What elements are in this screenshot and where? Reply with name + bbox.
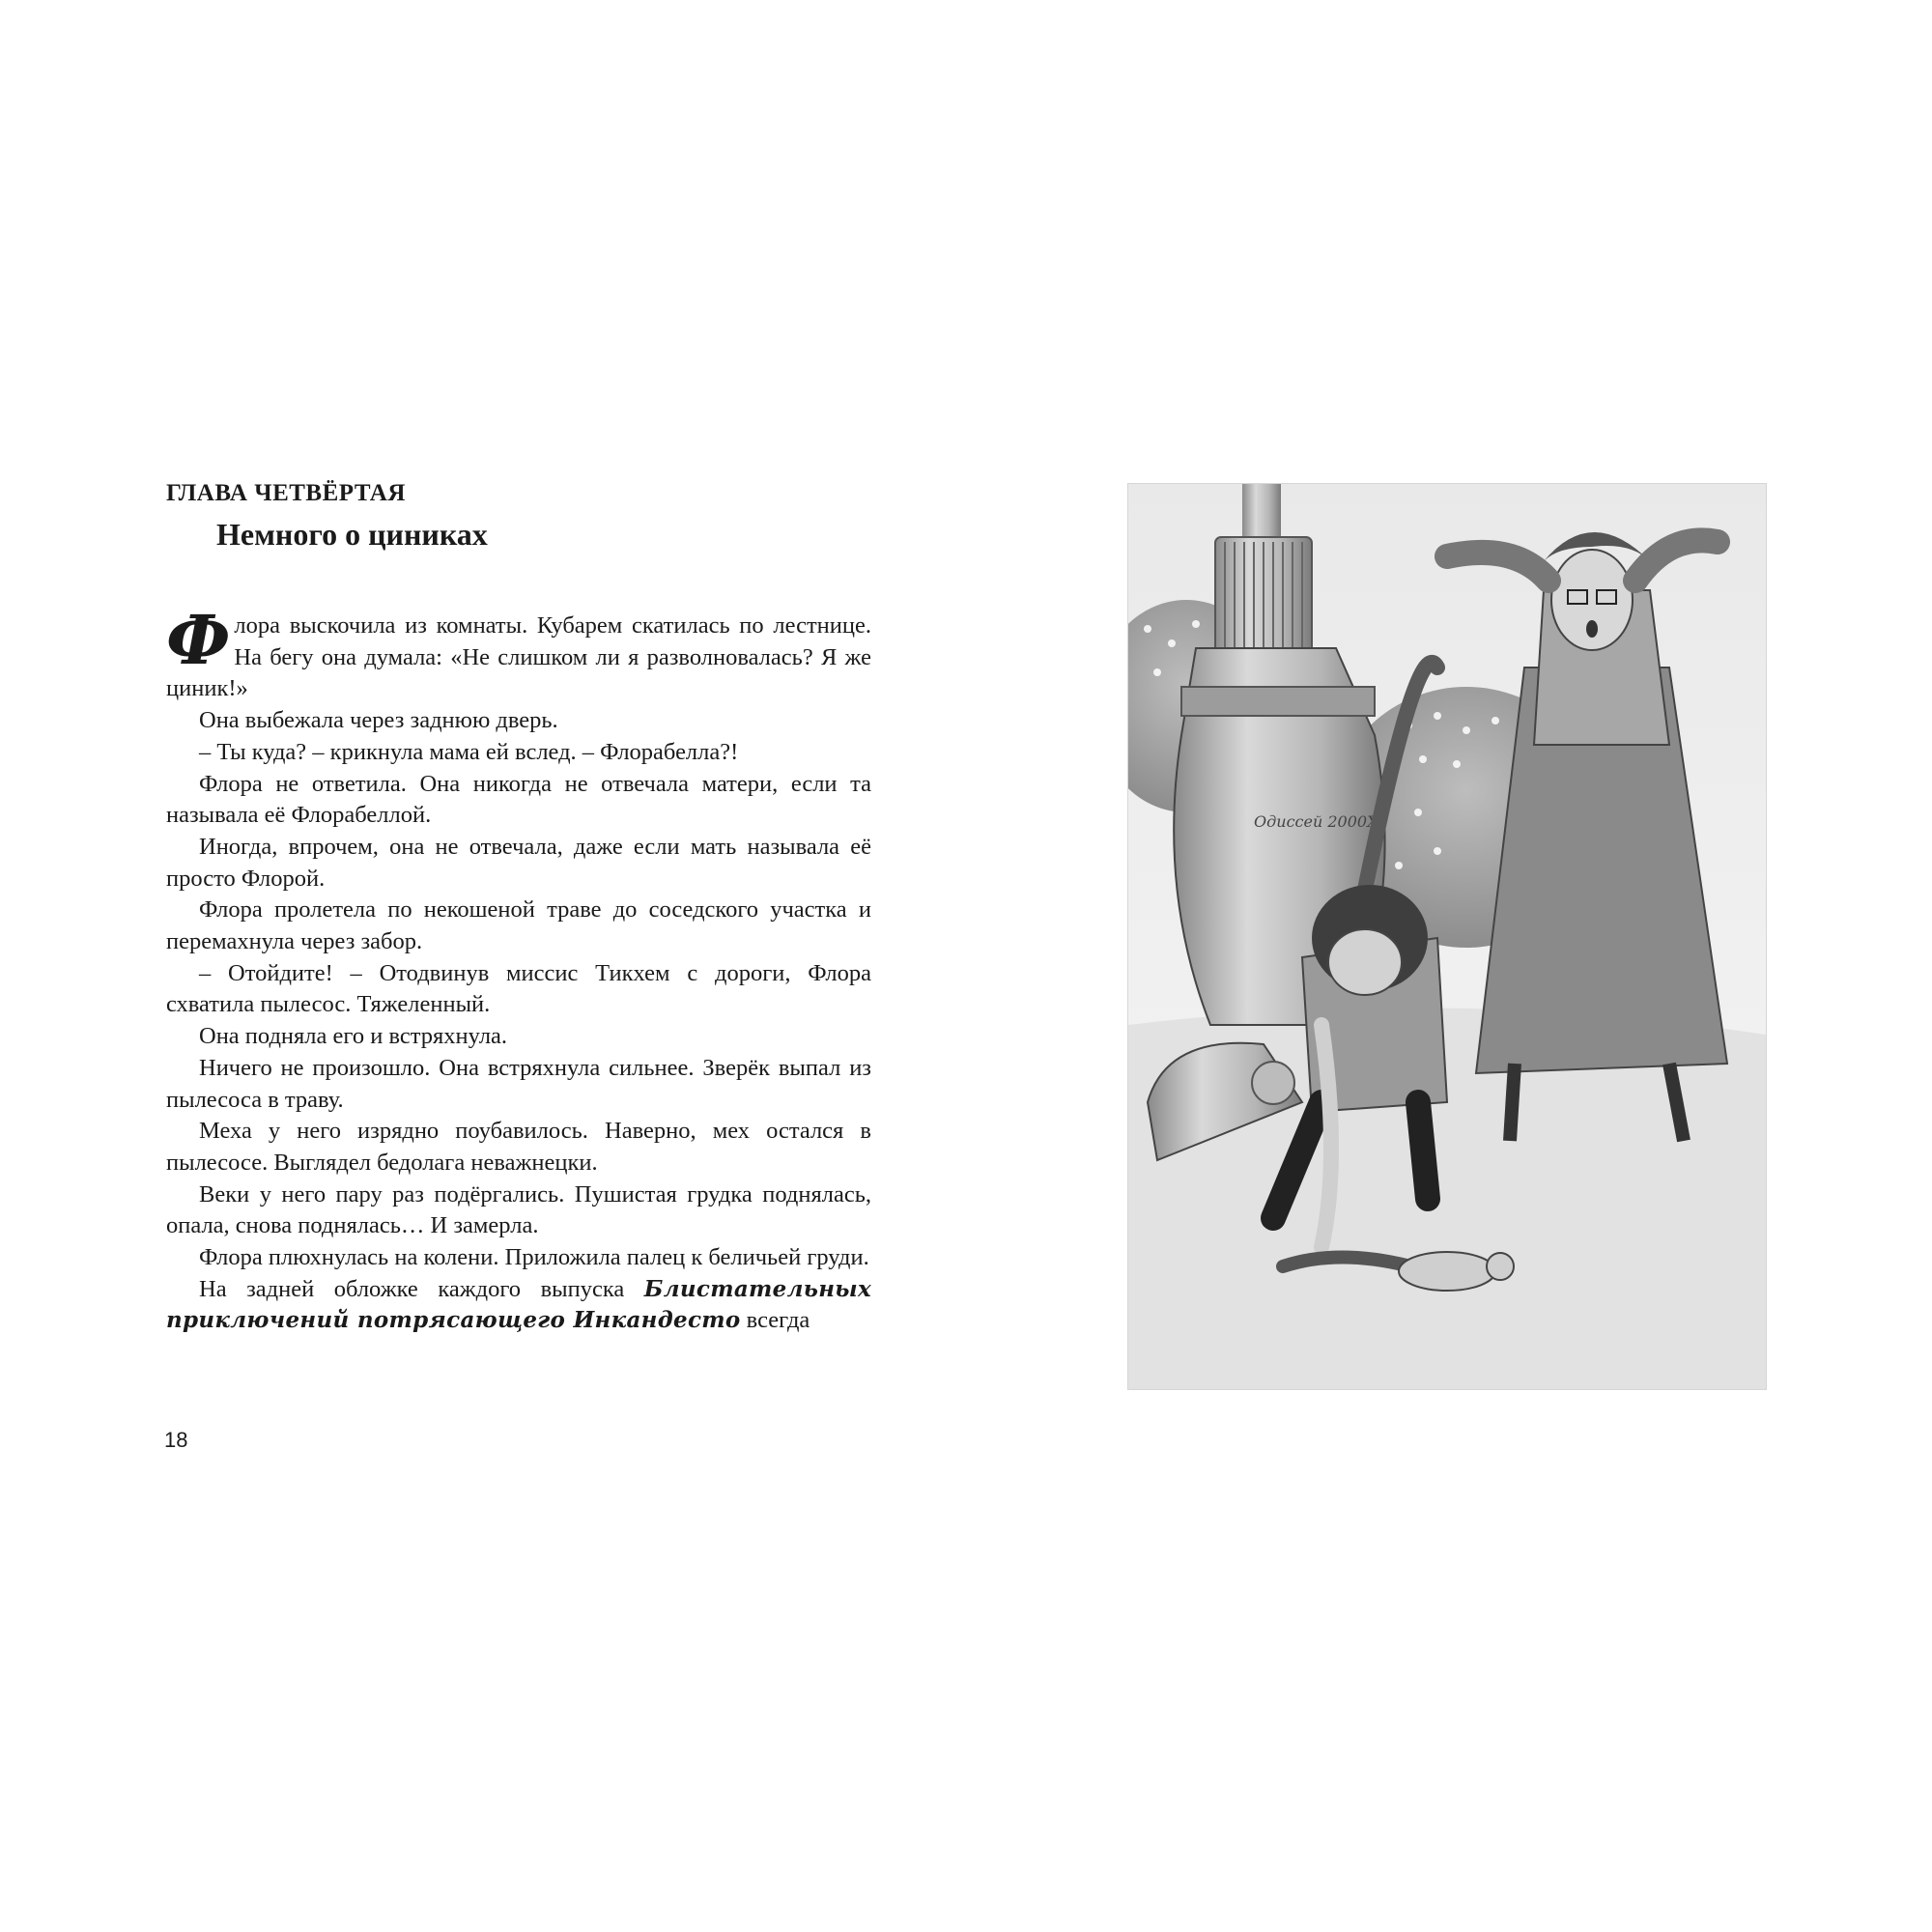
paragraph-5: Иногда, впрочем, она не отвечала, даже если мать называла её просто Флорой. <box>166 833 871 892</box>
paragraph-1-text: лора выскочила из комнаты. Кубарем скатилась по лестнице. На бегу она думала: «Не слишком ли я разволновалась? Я же циник!» <box>166 612 871 702</box>
paragraph-1 <box>166 600 871 705</box>
comic-title: Блистательных приключений потрясающего Инкандесто <box>166 1275 871 1334</box>
vacuum-pipe <box>1242 484 1281 542</box>
paragraph-2: Она выбежала через заднюю дверь. <box>199 707 558 734</box>
chapter-heading: ГЛАВА ЧЕТВЁРТАЯ <box>166 480 406 506</box>
paragraph-13 <box>166 1274 871 1337</box>
paragraph-13-end: всегда <box>740 1307 810 1334</box>
paragraph-3: – Ты куда? – крикнула мама ей вслед. – Флорабелла?! <box>199 738 739 765</box>
vacuum-label: Одиссей 2000X <box>1254 812 1378 831</box>
paragraph-7: – Отойдите! – Отодвинув миссис Тикхем с дороги, Флора схватила пылесос. Тяжеленный. <box>166 959 871 1018</box>
paragraph-4: Флора не ответила. Она никогда не отвечала матери, если та называла её Флорабеллой. <box>166 770 871 829</box>
drop-cap: Ф <box>166 600 231 680</box>
paragraph-12: Флора плюхнулась на колени. Приложила палец к беличьей груди. <box>199 1244 869 1271</box>
paragraph-9: Ничего не произошло. Она встряхнула сильнее. Зверёк выпал из пылесоса в траву. <box>166 1054 871 1113</box>
illustration-drawing <box>1128 484 1766 1389</box>
chapter-subtitle: Немного о циниках <box>216 517 488 552</box>
paragraph-8: Она подняла его и встряхнула. <box>199 1023 508 1050</box>
illustration <box>1127 483 1767 1390</box>
page-number: 18 <box>164 1428 188 1452</box>
paragraph-6: Флора пролетела по некошеной траве до соседского участка и перемахнула через забор. <box>166 896 871 955</box>
chapter-body <box>166 600 871 1337</box>
paragraph-11: Веки у него пару раз подёргались. Пушистая грудка поднялась, опала, снова поднялась… И замерла. <box>166 1180 871 1239</box>
paragraph-13-start: На задней обложке каждого выпуска <box>199 1275 644 1302</box>
paragraph-10: Меха у него изрядно поубавилось. Наверно, мех остался в пылесосе. Выглядел бедолага неважнецки. <box>166 1118 871 1176</box>
text-page <box>166 473 871 1337</box>
